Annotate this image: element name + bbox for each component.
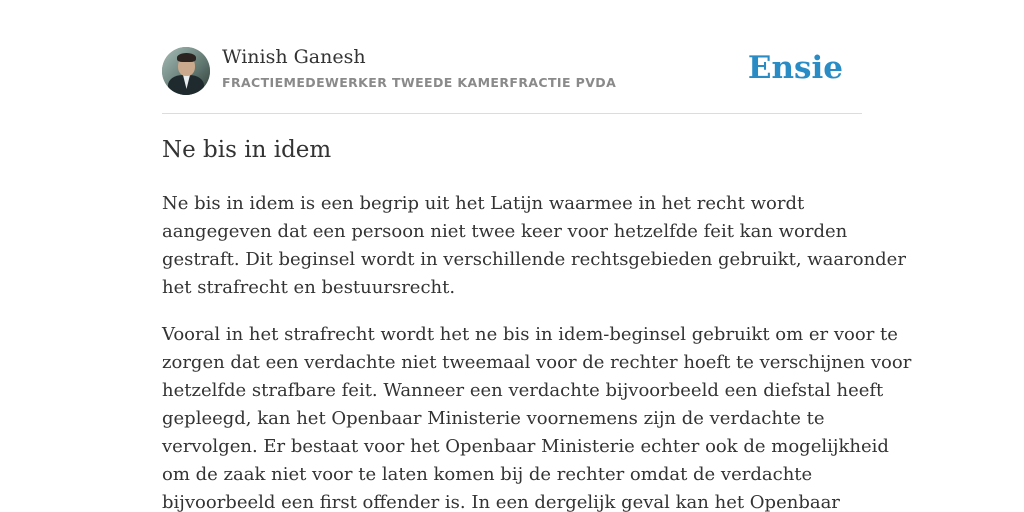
paragraph-line: zorgen dat een verdachte niet tweemaal voor de rechter hoeft te verschijnen voor bbox=[162, 352, 912, 373]
paragraph-line: bijvoorbeeld een first offender is. In een dergelijk geval kan het Openbaar bbox=[162, 492, 840, 512]
paragraph-line: Vooral in het strafrecht wordt het ne bis in idem-beginsel gebruikt om er voor te bbox=[162, 324, 898, 345]
paragraph-line: gestraft. Dit beginsel wordt in verschillende rechtsgebieden gebruikt, waaronder bbox=[162, 249, 906, 270]
author-name[interactable]: Winish Ganesh bbox=[222, 46, 366, 68]
paragraph-line: het strafrecht en bestuursrecht. bbox=[162, 277, 456, 298]
paragraph-line: hetzelfde strafbare feit. Wanneer een verdachte bijvoorbeeld een diefstal heeft bbox=[162, 380, 884, 401]
author-role: FRACTIEMEDEWERKER TWEEDE KAMERFRACTIE PVDA bbox=[222, 75, 617, 90]
avatar-hair bbox=[177, 53, 196, 62]
header-divider bbox=[162, 113, 862, 114]
paragraph-line: vervolgen. Er bestaat voor het Openbaar Ministerie echter ook de mogelijkheid bbox=[162, 436, 889, 457]
article-paragraph-1 bbox=[162, 190, 906, 302]
paragraph-line: gepleegd, kan het Openbaar Ministerie voornemens zijn de verdachte te bbox=[162, 408, 825, 429]
avatar[interactable] bbox=[162, 47, 210, 95]
paragraph-line: om de zaak niet voor te laten komen bij de rechter omdat de verdachte bbox=[162, 464, 813, 485]
article-paragraph-2 bbox=[162, 321, 912, 512]
brand-logo[interactable]: Ensie bbox=[747, 50, 843, 86]
article-title: Ne bis in idem bbox=[162, 137, 332, 163]
paragraph-line: aangegeven dat een persoon niet twee keer voor hetzelfde feit kan worden bbox=[162, 221, 848, 242]
paragraph-line: Ne bis in idem is een begrip uit het Latijn waarmee in het recht wordt bbox=[162, 193, 805, 214]
